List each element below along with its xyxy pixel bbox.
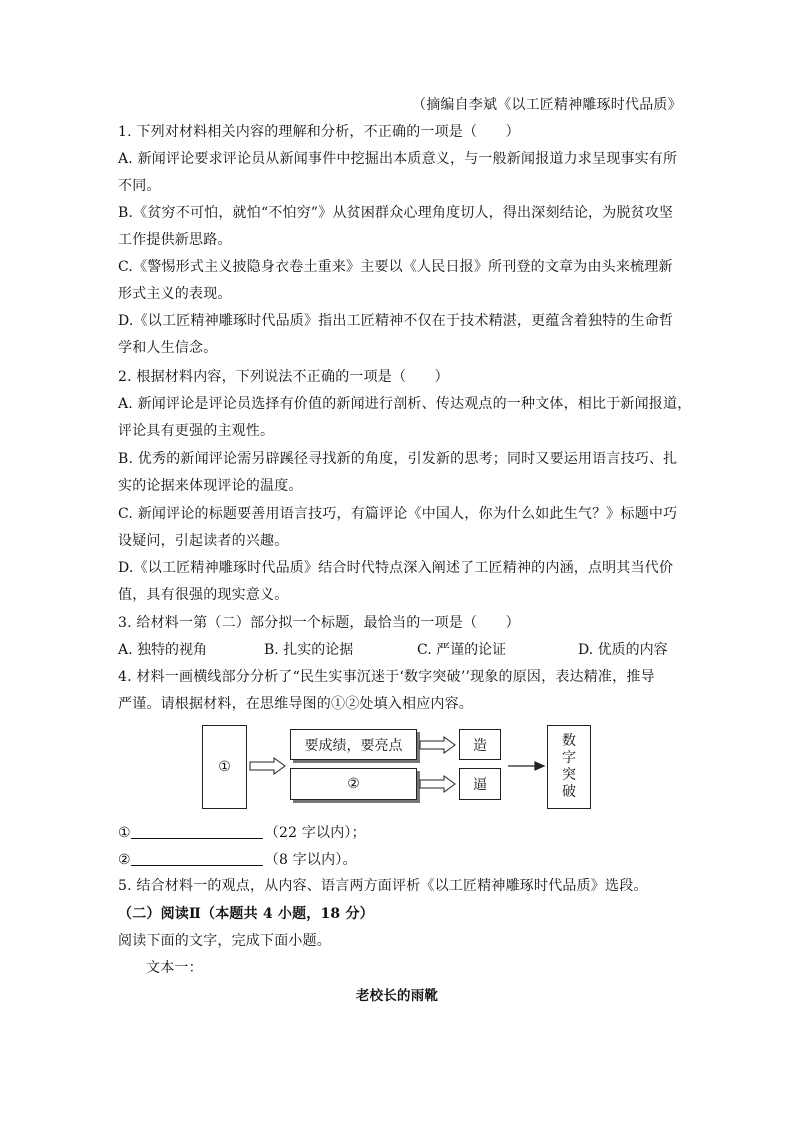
blank-2-note: （8 字以内）。 — [264, 852, 357, 868]
diagram-char-2: 字 — [562, 750, 576, 766]
q5-stem: 5. 结合材料一的观点，从内容、语言两方面评析《以工匠精神雕琢时代品质》选段。 — [118, 878, 648, 894]
diagram-box-bi: 逼 — [459, 768, 501, 800]
blank-1-note: （22 字以内）； — [264, 825, 366, 841]
q2-option-b-line1: B. 优秀的新闻评论需另辟蹊径寻找新的角度，引发新的思考；同时又要运用语言技巧、扎 — [118, 451, 678, 467]
arrow-right-icon — [250, 758, 285, 774]
q1-option-b-line2: 工作提供新思路。 — [118, 232, 232, 248]
q1-option-c-line1: C.《警惕形式主义披隐身衣卷土重来》主要以《人民日报》所刊登的文章为由头来梳理新 — [118, 259, 673, 275]
q3-option-a: A. 独特的视角 — [118, 642, 208, 658]
arrow-right-icon — [535, 762, 544, 770]
section2-instruction: 阅读下面的文字，完成下面小题。 — [118, 933, 331, 949]
diagram-box-blank-1: ① — [202, 725, 247, 809]
q4-stem-line1: 4. 材料一画横线部分分析了“民生实事沉迷于‘数字突破’’现象的原因，表达精准，推导 — [118, 669, 655, 685]
q3-option-d: D. 优质的内容 — [578, 642, 668, 658]
blank-2-answer-line[interactable] — [131, 851, 263, 866]
passage-title: 老校长的雨靴 — [355, 988, 439, 1004]
diagram-char-3: 突 — [562, 767, 576, 783]
q1-option-a-line2: 不同。 — [118, 178, 161, 194]
text-one-label: 文本一： — [146, 960, 203, 976]
q1-option-d-line2: 学和人生信念。 — [118, 340, 218, 356]
diagram-char-4: 破 — [562, 784, 576, 800]
blank-1-answer-line[interactable] — [131, 824, 263, 839]
q2-option-c-line2: 设疑问，引起读者的兴趣。 — [118, 533, 289, 549]
q3-option-b: B. 扎实的论据 — [264, 642, 354, 658]
diagram-char-1: 数 — [562, 733, 576, 749]
q2-option-b-line2: 实的论据来体现评论的温度。 — [118, 478, 303, 494]
section2-heading: （二）阅读Ⅱ（本题共 4 小题，18 分） — [118, 906, 374, 922]
diagram-box-zao: 造 — [459, 729, 501, 760]
q1-option-d-line1: D.《以工匠精神雕琢时代品质》指出工匠精神不仅在于技术精湛，更蕴含着独特的生命哲 — [118, 313, 674, 329]
q1-stem: 1. 下列对材料相关内容的理解和分析，不正确的一项是（ ） — [118, 124, 520, 140]
blank-1-label: ① — [118, 825, 131, 841]
diagram-box-chengji: 要成绩，要亮点 — [290, 729, 417, 760]
arrow-right-icon — [420, 776, 455, 792]
q2-option-d-line2: 值，具有很强的现实意义。 — [118, 587, 289, 603]
q1-option-a-line1: A. 新闻评论要求评论员从新闻事件中挖掘出本质意义，与一般新闻报道力求呈现事实有所 — [118, 151, 678, 167]
q2-stem: 2. 根据材料内容，下列说法不正确的一项是（ ） — [118, 369, 449, 385]
q3-stem: 3. 给材料一第（二）部分拟一个标题，最恰当的一项是（ ） — [118, 615, 520, 631]
q2-option-a-line2: 评论具有更强的主观性。 — [118, 423, 275, 439]
q2-option-c-line1: C. 新闻评论的标题要善用语言技巧，有篇评论《中国人，你为什么如此生气？》标题中巧 — [118, 506, 678, 522]
q2-option-d-line1: D.《以工匠精神雕琢时代品质》结合时代特点深入阐述了工匠精神的内涵，点明其当代价 — [118, 560, 674, 576]
blank-2-label: ② — [118, 852, 131, 868]
diagram-box-blank-2: ② — [290, 768, 417, 800]
arrow-right-icon — [420, 737, 455, 753]
q4-blank-2-row — [118, 851, 357, 869]
q4-stem-line2: 严谨。请根据材料，在思维导图的①②处填入相应内容。 — [118, 696, 473, 712]
q2-option-a-line1: A. 新闻评论是评论员选择有价值的新闻进行剖析、传达观点的一种文体，相比于新闻报道， — [118, 396, 692, 412]
source-citation: （摘编自李斌《以工匠精神雕琢时代品质》 — [412, 97, 682, 113]
q1-option-b-line1: B.《贫穷不可怕，就怕“不怕穷”》从贫困群众心理角度切人，得出深刻结论，为脱贫攻坚 — [118, 205, 674, 221]
q4-blank-1-row — [118, 824, 366, 842]
q3-option-c: C. 严谨的论证 — [417, 642, 507, 658]
q1-option-c-line2: 形式主义的表现。 — [118, 286, 232, 302]
